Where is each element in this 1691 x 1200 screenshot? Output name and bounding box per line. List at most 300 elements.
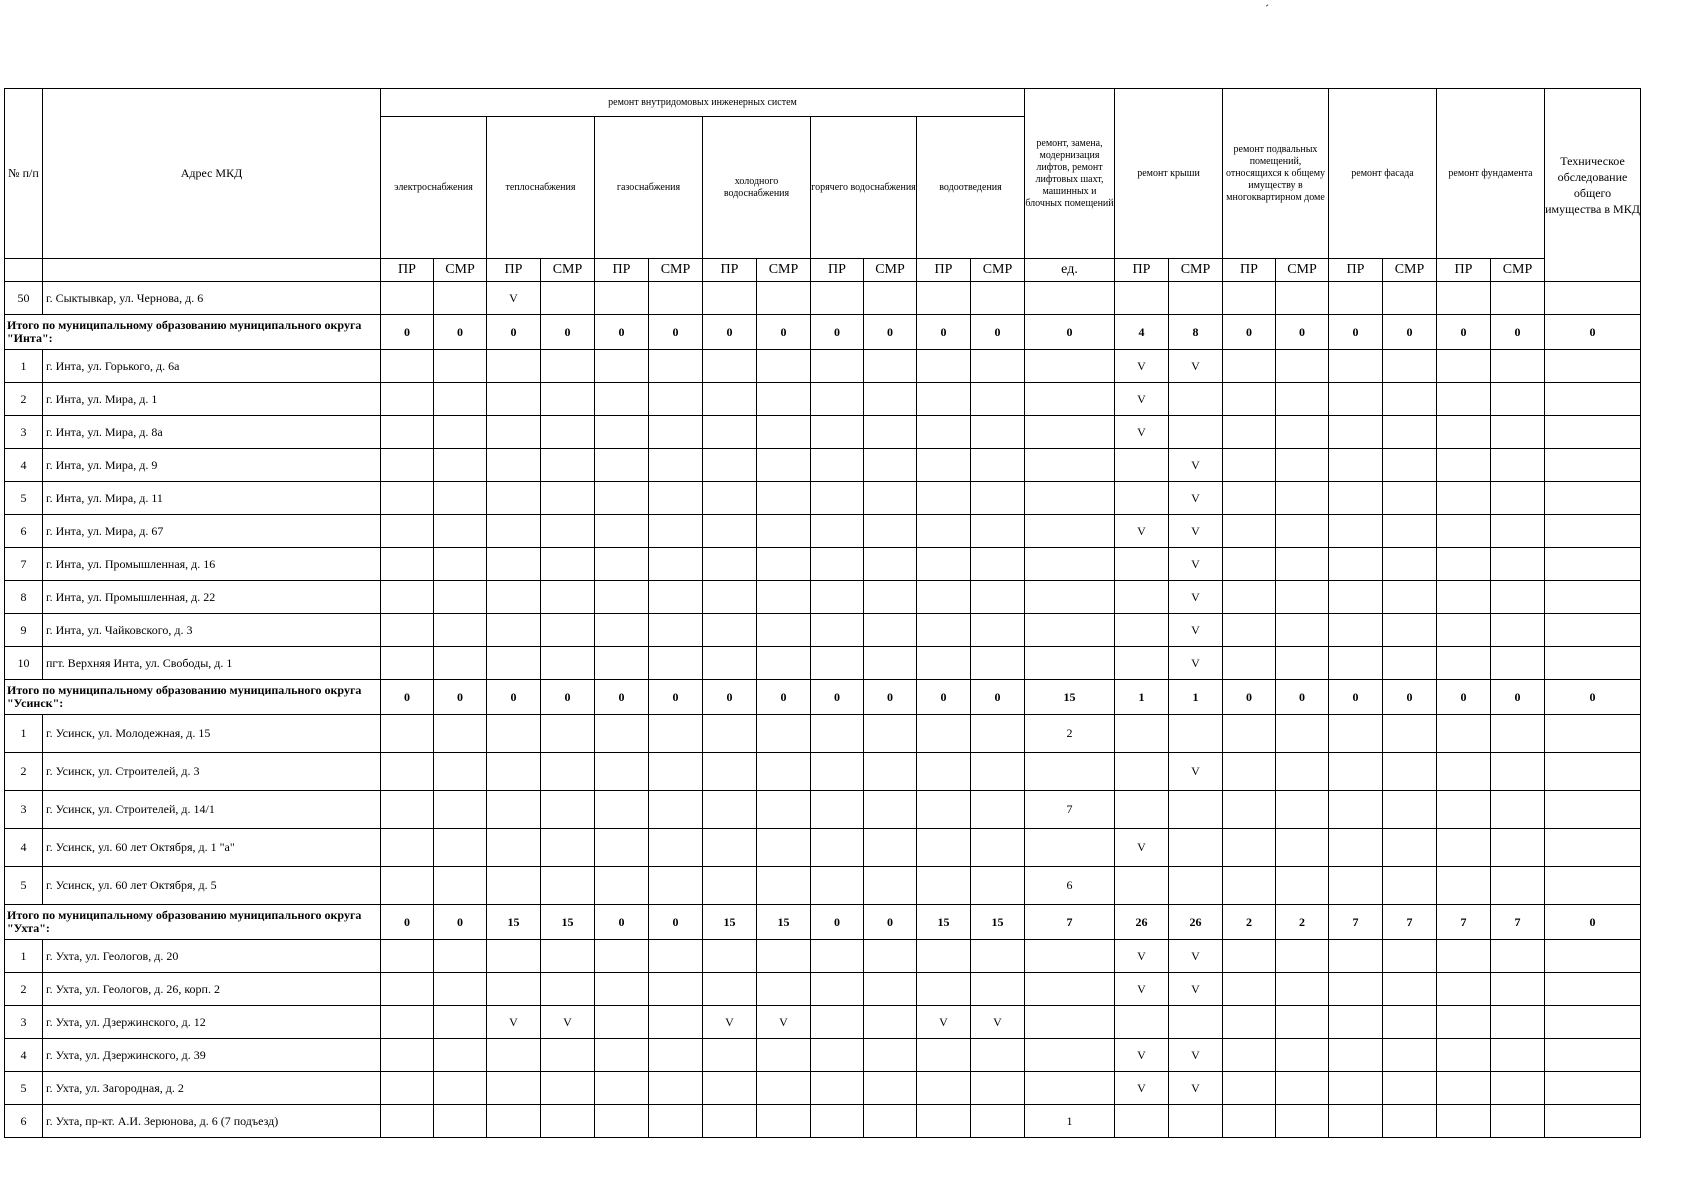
value-cell [864,383,917,416]
value-cell [703,383,757,416]
value-cell [541,753,595,791]
value-cell [971,647,1025,680]
row-number: 2 [5,753,43,791]
value-cell [1276,973,1329,1006]
value-cell: 0 [434,905,487,940]
value-cell: 15 [1025,680,1115,715]
value-cell [1545,867,1641,905]
value-cell: 0 [1276,315,1329,350]
value-cell: 0 [864,680,917,715]
value-cell [1276,482,1329,515]
table-row [5,1006,1641,1039]
value-cell [864,515,917,548]
row-number: 8 [5,581,43,614]
value-cell [381,350,434,383]
value-cell: V [487,282,541,315]
value-cell [1223,282,1276,315]
value-cell [917,416,971,449]
value-cell [649,482,703,515]
value-cell [1329,715,1383,753]
value-cell: 0 [864,905,917,940]
value-cell [864,791,917,829]
value-cell [811,1039,864,1072]
value-cell [381,383,434,416]
value-cell [434,647,487,680]
value-cell: 0 [1545,680,1641,715]
value-cell [595,753,649,791]
value-cell [864,581,917,614]
value-cell: V [703,1006,757,1039]
value-cell [487,515,541,548]
value-cell: 0 [541,680,595,715]
value-cell [487,1072,541,1105]
value-cell [487,1105,541,1138]
value-cell: 0 [811,905,864,940]
row-number: 4 [5,1039,43,1072]
subheader-pr: ПР [703,259,757,282]
row-number: 2 [5,383,43,416]
value-cell: 0 [434,680,487,715]
value-cell [595,548,649,581]
address-cell: пгт. Верхняя Инта, ул. Свободы, д. 1 [43,647,381,680]
value-cell [1223,940,1276,973]
table-row [5,581,1641,614]
subtotal-row [5,315,1641,350]
value-cell [1223,753,1276,791]
value-cell [487,715,541,753]
subheader-pr: ПР [917,259,971,282]
address-cell: г. Инта, ул. Горького, д. 6а [43,350,381,383]
value-cell [541,1105,595,1138]
value-cell [1115,548,1169,581]
value-cell [381,753,434,791]
row-number: 10 [5,647,43,680]
value-cell [541,791,595,829]
value-cell [1025,1072,1115,1105]
value-cell [1437,282,1491,315]
value-cell: V [487,1006,541,1039]
row-number: 5 [5,1072,43,1105]
value-cell [1491,973,1545,1006]
subheader-pr: ПР [595,259,649,282]
value-cell [917,1072,971,1105]
value-cell [1437,1006,1491,1039]
value-cell: 15 [703,905,757,940]
subheader-pr: ПР [1115,259,1169,282]
value-cell [1025,383,1115,416]
value-cell [487,482,541,515]
table-row [5,647,1641,680]
subtotal-label: Итого по муниципальному образованию муниципального округа "Ухта": [5,905,381,940]
col-foundation-header: ремонт фундамента [1437,89,1545,259]
table-row [5,350,1641,383]
value-cell [971,1039,1025,1072]
value-cell [811,867,864,905]
subtotal-label: Итого по муниципальному образованию муниципального округа "Усинск": [5,680,381,715]
value-cell [864,282,917,315]
table-header [5,89,1641,282]
value-cell: V [1169,548,1223,581]
value-cell [1329,940,1383,973]
value-cell [1276,791,1329,829]
value-cell [1169,867,1223,905]
value-cell [381,647,434,680]
value-cell [1025,753,1115,791]
value-cell [811,715,864,753]
value-cell [1491,829,1545,867]
value-cell [757,1039,811,1072]
value-cell [1383,829,1437,867]
value-cell [1383,482,1437,515]
value-cell [487,548,541,581]
value-cell [971,548,1025,581]
value-cell [434,715,487,753]
value-cell [1437,867,1491,905]
value-cell [1545,515,1641,548]
value-cell [971,715,1025,753]
value-cell [1276,282,1329,315]
value-cell [595,515,649,548]
value-cell [1491,753,1545,791]
value-cell [971,581,1025,614]
value-cell [649,581,703,614]
value-cell [1223,1105,1276,1138]
value-cell [381,548,434,581]
value-cell [649,647,703,680]
value-cell [595,647,649,680]
value-cell [1169,383,1223,416]
value-cell [649,383,703,416]
value-cell [757,715,811,753]
value-cell: 26 [1115,905,1169,940]
table-row [5,1072,1641,1105]
value-cell [1329,383,1383,416]
value-cell [757,548,811,581]
value-cell: 0 [649,315,703,350]
value-cell [1383,548,1437,581]
value-cell: 0 [595,680,649,715]
subtotal-row [5,905,1641,940]
col-lifts-header: ремонт, замена, модернизация лифтов, ремонт лифтовых шахт, машинных и блочных помещений [1025,89,1115,259]
value-cell [1169,791,1223,829]
value-cell [1223,614,1276,647]
address-cell: г. Ухта, ул. Загородная, д. 2 [43,1072,381,1105]
row-number: 3 [5,416,43,449]
value-cell [541,416,595,449]
value-cell [1491,791,1545,829]
value-cell: V [541,1006,595,1039]
value-cell [864,1072,917,1105]
value-cell [649,940,703,973]
value-cell [1545,829,1641,867]
value-cell [811,1006,864,1039]
value-cell [971,1072,1025,1105]
value-cell: 8 [1169,315,1223,350]
value-cell [917,383,971,416]
value-cell [1437,548,1491,581]
table-row [5,449,1641,482]
value-cell [1437,416,1491,449]
value-cell [1437,1072,1491,1105]
value-cell [703,482,757,515]
value-cell: 7 [1025,905,1115,940]
value-cell: 0 [487,680,541,715]
value-cell [1329,867,1383,905]
value-cell [1491,581,1545,614]
value-cell [381,482,434,515]
value-cell [703,614,757,647]
value-cell [1383,449,1437,482]
value-cell [1329,1105,1383,1138]
value-cell [1329,350,1383,383]
subheader-pr: ПР [1329,259,1383,282]
value-cell [917,715,971,753]
value-cell [1025,282,1115,315]
value-cell [703,940,757,973]
corner-mark: ˊ [1265,2,1269,16]
table-row [5,482,1641,515]
value-cell [703,867,757,905]
value-cell [649,829,703,867]
value-cell [1329,548,1383,581]
value-cell [381,1039,434,1072]
value-cell [1491,548,1545,581]
value-cell: V [917,1006,971,1039]
value-cell: 15 [917,905,971,940]
value-cell: 4 [1115,315,1169,350]
address-cell: г. Ухта, пр-кт. А.И. Зерюнова, д. 6 (7 подъезд) [43,1105,381,1138]
value-cell [1545,449,1641,482]
value-cell [1276,449,1329,482]
value-cell [757,867,811,905]
value-cell [381,449,434,482]
value-cell: 0 [381,905,434,940]
value-cell [541,1072,595,1105]
value-cell [1025,350,1115,383]
value-cell [703,1039,757,1072]
value-cell [595,940,649,973]
value-cell: 0 [1223,680,1276,715]
value-cell [864,973,917,1006]
address-cell: г. Усинск, ул. 60 лет Октября, д. 5 [43,867,381,905]
value-cell [541,548,595,581]
table-row [5,940,1641,973]
value-cell [541,383,595,416]
value-cell [487,1039,541,1072]
value-cell [1329,973,1383,1006]
value-cell [1115,867,1169,905]
value-cell [917,482,971,515]
value-cell [1545,1039,1641,1072]
value-cell [703,829,757,867]
col-hot-water-header: горячего водоснабжения [811,117,917,259]
value-cell [487,383,541,416]
value-cell [1491,449,1545,482]
value-cell: V [1169,614,1223,647]
value-cell [1276,753,1329,791]
table-row [5,515,1641,548]
address-cell: г. Инта, ул. Мира, д. 8а [43,416,381,449]
address-cell: г. Инта, ул. Чайковского, д. 3 [43,614,381,647]
value-cell [971,515,1025,548]
value-cell: V [1169,449,1223,482]
value-cell [864,867,917,905]
value-cell [1329,1039,1383,1072]
value-cell [381,1006,434,1039]
value-cell [1383,614,1437,647]
value-cell [1437,482,1491,515]
value-cell [703,1072,757,1105]
value-cell: 0 [1437,315,1491,350]
subtotal-label: Итого по муниципальному образованию муниципального округа "Инта": [5,315,381,350]
value-cell [703,416,757,449]
value-cell [1383,383,1437,416]
value-cell [1383,1072,1437,1105]
value-cell [864,753,917,791]
value-cell [595,614,649,647]
value-cell: 7 [1491,905,1545,940]
value-cell [595,791,649,829]
value-cell [1491,482,1545,515]
value-cell [487,829,541,867]
value-cell [541,449,595,482]
value-cell [757,753,811,791]
value-cell [1545,548,1641,581]
col-survey-header: Техническое обследование общего имущества в МКД [1545,89,1641,282]
value-cell: V [1169,581,1223,614]
value-cell: 0 [1025,315,1115,350]
value-cell [434,1006,487,1039]
value-cell [971,791,1025,829]
value-cell: V [1169,350,1223,383]
value-cell [757,1072,811,1105]
value-cell [487,867,541,905]
value-cell [1545,715,1641,753]
value-cell [1491,1006,1545,1039]
value-cell [1329,829,1383,867]
value-cell: 0 [1545,905,1641,940]
value-cell [971,350,1025,383]
value-cell [1329,614,1383,647]
value-cell [757,383,811,416]
value-cell [864,449,917,482]
value-cell [541,614,595,647]
value-cell [1437,753,1491,791]
value-cell [811,449,864,482]
address-cell: г. Инта, ул. Промышленная, д. 22 [43,581,381,614]
value-cell [811,1072,864,1105]
value-cell: V [1169,647,1223,680]
row-number: 4 [5,829,43,867]
col-no-header: № п/п [5,89,43,259]
row-number: 5 [5,867,43,905]
subheader-smr: СМР [434,259,487,282]
value-cell [757,973,811,1006]
value-cell [595,1072,649,1105]
value-cell [1491,416,1545,449]
col-cold-water-header: холодного водоснабжения [703,117,811,259]
value-cell: 0 [541,315,595,350]
value-cell: 0 [811,680,864,715]
value-cell: 0 [381,680,434,715]
value-cell [1545,940,1641,973]
value-cell [1437,973,1491,1006]
value-cell [917,753,971,791]
value-cell [971,449,1025,482]
value-cell [703,581,757,614]
value-cell [1025,581,1115,614]
value-cell [595,416,649,449]
value-cell [1491,1072,1545,1105]
value-cell [487,973,541,1006]
value-cell [381,715,434,753]
subheader-smr: СМР [1383,259,1437,282]
value-cell [595,1039,649,1072]
value-cell [595,715,649,753]
value-cell [864,829,917,867]
value-cell [1491,647,1545,680]
address-cell: г. Сыктывкар, ул. Чернова, д. 6 [43,282,381,315]
row-number: 2 [5,973,43,1006]
value-cell [703,647,757,680]
col-basement-header: ремонт подвальных помещений, относящихся к общему имуществу в многоквартирном доме [1223,89,1329,259]
value-cell [487,449,541,482]
value-cell [1437,1039,1491,1072]
value-cell [1437,647,1491,680]
value-cell [917,829,971,867]
value-cell [1115,1105,1169,1138]
value-cell: 0 [649,905,703,940]
value-cell [649,715,703,753]
value-cell [1491,515,1545,548]
value-cell [1276,581,1329,614]
value-cell [864,350,917,383]
value-cell [381,282,434,315]
value-cell [1437,383,1491,416]
value-cell [434,1072,487,1105]
table-row [5,829,1641,867]
value-cell [1545,482,1641,515]
value-cell [1025,614,1115,647]
value-cell [434,791,487,829]
value-cell [1383,791,1437,829]
value-cell [703,1105,757,1138]
value-cell [917,581,971,614]
row-number: 6 [5,1105,43,1138]
value-cell [971,867,1025,905]
table-row [5,416,1641,449]
value-cell [1329,449,1383,482]
value-cell [1223,829,1276,867]
subheader-pr: ПР [487,259,541,282]
value-cell [1276,647,1329,680]
value-cell: 0 [1223,315,1276,350]
value-cell [1329,282,1383,315]
value-cell [487,940,541,973]
value-cell [703,791,757,829]
value-cell [649,1105,703,1138]
value-cell [917,449,971,482]
address-cell: г. Ухта, ул. Геологов, д. 20 [43,940,381,973]
value-cell [1491,940,1545,973]
value-cell [541,282,595,315]
value-cell [1329,753,1383,791]
value-cell: 15 [541,905,595,940]
value-cell [1223,1006,1276,1039]
value-cell [649,449,703,482]
value-cell [595,829,649,867]
value-cell [1329,416,1383,449]
